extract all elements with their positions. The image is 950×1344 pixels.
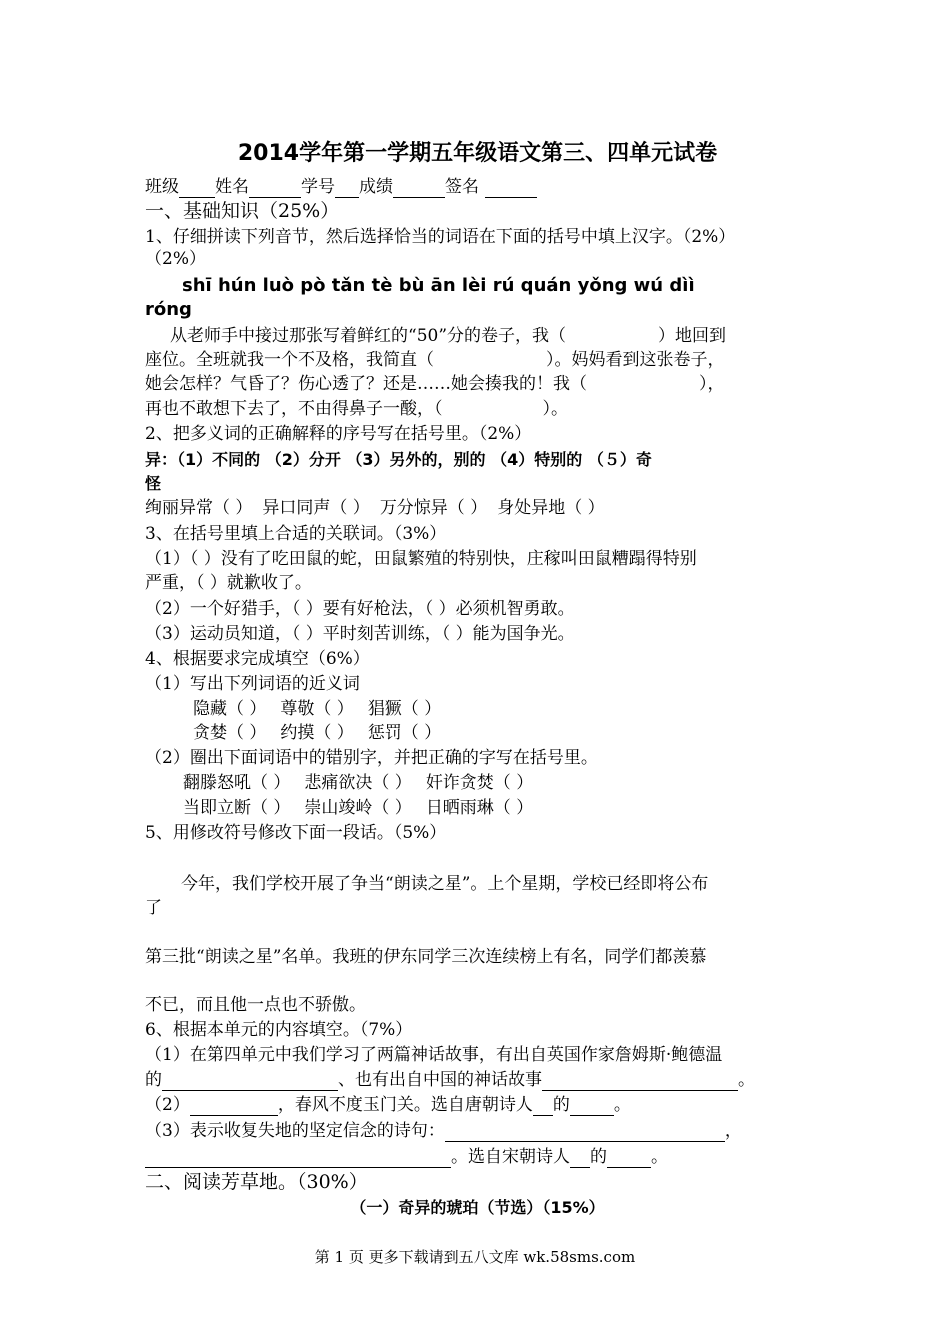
q3-prompt: 3、在括号里填上合适的关联词。（3%） [145,524,447,544]
error-item[interactable]: 翻滕怒吼（ ） [183,773,291,793]
q6-text: ，春风不度玉门关。选自唐朝诗人 [277,1095,533,1115]
q6-s3 [145,1120,742,1142]
q6-blank[interactable] [542,1073,738,1091]
synonym-item[interactable]: 隐藏（ ） [193,699,267,719]
q6-text: 的 [145,1070,162,1090]
q6-blank[interactable] [190,1098,278,1116]
q4-synonym-row1 [193,698,441,720]
error-item[interactable]: 悲痛欲决（ ） [304,773,412,793]
error-item[interactable]: 日晒雨琳（ ） [425,798,534,818]
q4-sub2: （2）圈出下面词语中的错别字，并把正确的字写在括号里。 [145,748,598,768]
para-text: 座位。全班就我一个不及格，我简直（ [145,350,434,370]
q2-item[interactable]: 绚丽异常（ ） [145,498,253,518]
q6-text: 。 [738,1070,755,1090]
q6-text: 的 [552,1095,570,1115]
pinyin-text: shī hún luò pò tǎn tè bù ān lèi rú quán yǒng wú dì [182,275,689,296]
q2-meanings: 异：（1）不同的 （2）分开 （3）另外的，别的 （4）特别的 （５）奇 [145,450,652,469]
q1-paragraph-line4 [145,398,568,420]
q6-blank[interactable] [570,1098,614,1116]
q6-text: 。 [613,1095,631,1115]
q6-text: 。选自宋朝诗人 [451,1147,570,1167]
q6-blank[interactable] [162,1073,338,1091]
q6-blank[interactable] [570,1150,590,1168]
q6-text: 。 [651,1147,668,1167]
section1-heading: 一、基础知识（25%） [145,200,340,222]
error-item[interactable]: 当即立断（ ） [183,798,291,818]
q3-s3[interactable]: （3）运动员知道，（ ）平时刻苦训练，（ ）能为国争光。 [145,624,575,644]
synonym-item[interactable]: 猖獗（ ） [367,699,442,719]
name-field[interactable] [249,180,301,198]
q5-text-line1-cont: 了 [145,898,162,918]
q2-item[interactable]: 身处异地（ ） [497,498,605,518]
q3-s1-cont[interactable]: 严重，（ ）就歉收了。 [145,573,312,593]
page-footer: 第 1 页 更多下载请到五八文库 wk.58sms.com [314,1248,636,1266]
q6-blank[interactable] [145,1150,451,1168]
score-label: 成绩 [359,177,393,197]
synonym-item[interactable]: 惩罚（ ） [367,723,442,743]
para-text: 她会怎样？气昏了？伤心透了？还是……她会揍我的！我（ [145,374,587,394]
student-no-label: 学号 [301,177,335,197]
q2-prompt: 2、把多义词的正确解释的序号写在括号里。（2%） [145,424,532,444]
q6-s3-cont [145,1146,668,1168]
name-label: 姓名 [215,177,249,197]
para-text: ）， [699,374,725,394]
signature-field[interactable] [485,180,537,198]
para-text: 再也不敢想下去了，不由得鼻子一酸，（ [145,399,443,419]
student-no-field[interactable] [335,180,359,198]
q1-prompt-cont: （2%） [145,249,206,269]
q5-text-line1: 今年，我们学校开展了争当“朗读之星”。上个星期，学校已经即将公布 [181,874,709,894]
q1-paragraph-line2 [145,349,725,371]
q6-s1-cont [145,1069,755,1091]
pinyin-tail: ì [688,275,695,296]
para-text: 从老师手中接过那张写着鲜红的“50”分的卷子，我（ [170,326,567,346]
q2-item[interactable]: 异口同声（ ） [262,498,370,518]
class-label: 班级 [145,177,179,197]
q6-text: 、也有出自中国的神话故事 [338,1070,542,1090]
error-item[interactable]: 奸诈贪焚（ ） [425,773,534,793]
q2-item[interactable]: 万分惊异（ ） [379,498,488,518]
q5-text-line2: 第三批“朗读之星”名单。我班的伊东同学三次连续榜上有名，同学们都羡慕 [145,947,707,967]
synonym-item[interactable]: 约摸（ ） [280,723,354,743]
q6-s1: （1）在第四单元中我们学习了两篇神话故事，有出自英国作家詹姆斯·鲍德温 [145,1045,723,1065]
q1-pinyin-line [182,275,695,297]
q1-prompt: 1、仔细拼读下列音节，然后选择恰当的词语在下面的括号中填上汉字。（2%） [145,227,736,247]
synonym-item[interactable]: 贪婪（ ） [193,723,267,743]
q6-text: （3）表示收复失地的坚定信念的诗句： [145,1121,445,1141]
q6-s2 [145,1094,631,1116]
q4-sub1: （1）写出下列词语的近义词 [145,674,360,694]
q4-synonym-row2 [193,722,441,744]
para-text: ）。妈妈看到这张卷子， [546,350,725,370]
q3-s2[interactable]: （2）一个好猎手，（ ）要有好枪法，（ ）必须机智勇敢。 [145,599,575,619]
page-title: 2014学年第一学期五年级语文第三、四单元试卷 [237,141,718,166]
q4-error-row1 [183,772,533,794]
q5-prompt: 5、用修改符号修改下面一段话。（5%） [145,823,447,843]
synonym-item[interactable]: 尊敬（ ） [280,699,354,719]
student-info-row [145,176,537,198]
error-item[interactable]: 崇山竣岭（ ） [304,798,412,818]
q5-text-line3: 不已，而且他一点也不骄傲。 [145,995,366,1015]
q2-meanings-cont: 怪 [145,474,162,493]
q6-blank[interactable] [533,1098,553,1116]
score-field[interactable] [393,180,445,198]
q1-paragraph-line3 [145,373,725,395]
q6-text: 的 [590,1147,607,1167]
q6-text: ， [724,1121,742,1141]
q1-paragraph-line1 [170,325,726,347]
q4-error-row2 [183,797,533,819]
q1-pinyin-line2: róng [145,299,192,320]
section2-heading: 二、阅读芳草地。（30%） [145,1171,368,1193]
class-field[interactable] [179,180,215,198]
para-text: ）。 [542,399,568,419]
q3-s1[interactable]: （1）（ ）没有了吃田鼠的蛇，田鼠繁殖的特别快，庄稼叫田鼠糟蹋得特别 [145,549,697,569]
q4-prompt: 4、根据要求完成填空（6%） [145,649,370,669]
signature-label: 签名 [445,177,479,197]
section2-subheading: （一）奇异的琥珀（节选）（15%） [350,1198,605,1217]
q6-blank[interactable] [607,1150,651,1168]
q2-items [145,497,605,519]
para-text: ）地回到 [658,326,727,346]
q6-text: （2） [145,1095,190,1115]
q6-prompt: 6、根据本单元的内容填空。（7%） [145,1020,413,1040]
q6-blank[interactable] [445,1124,725,1142]
